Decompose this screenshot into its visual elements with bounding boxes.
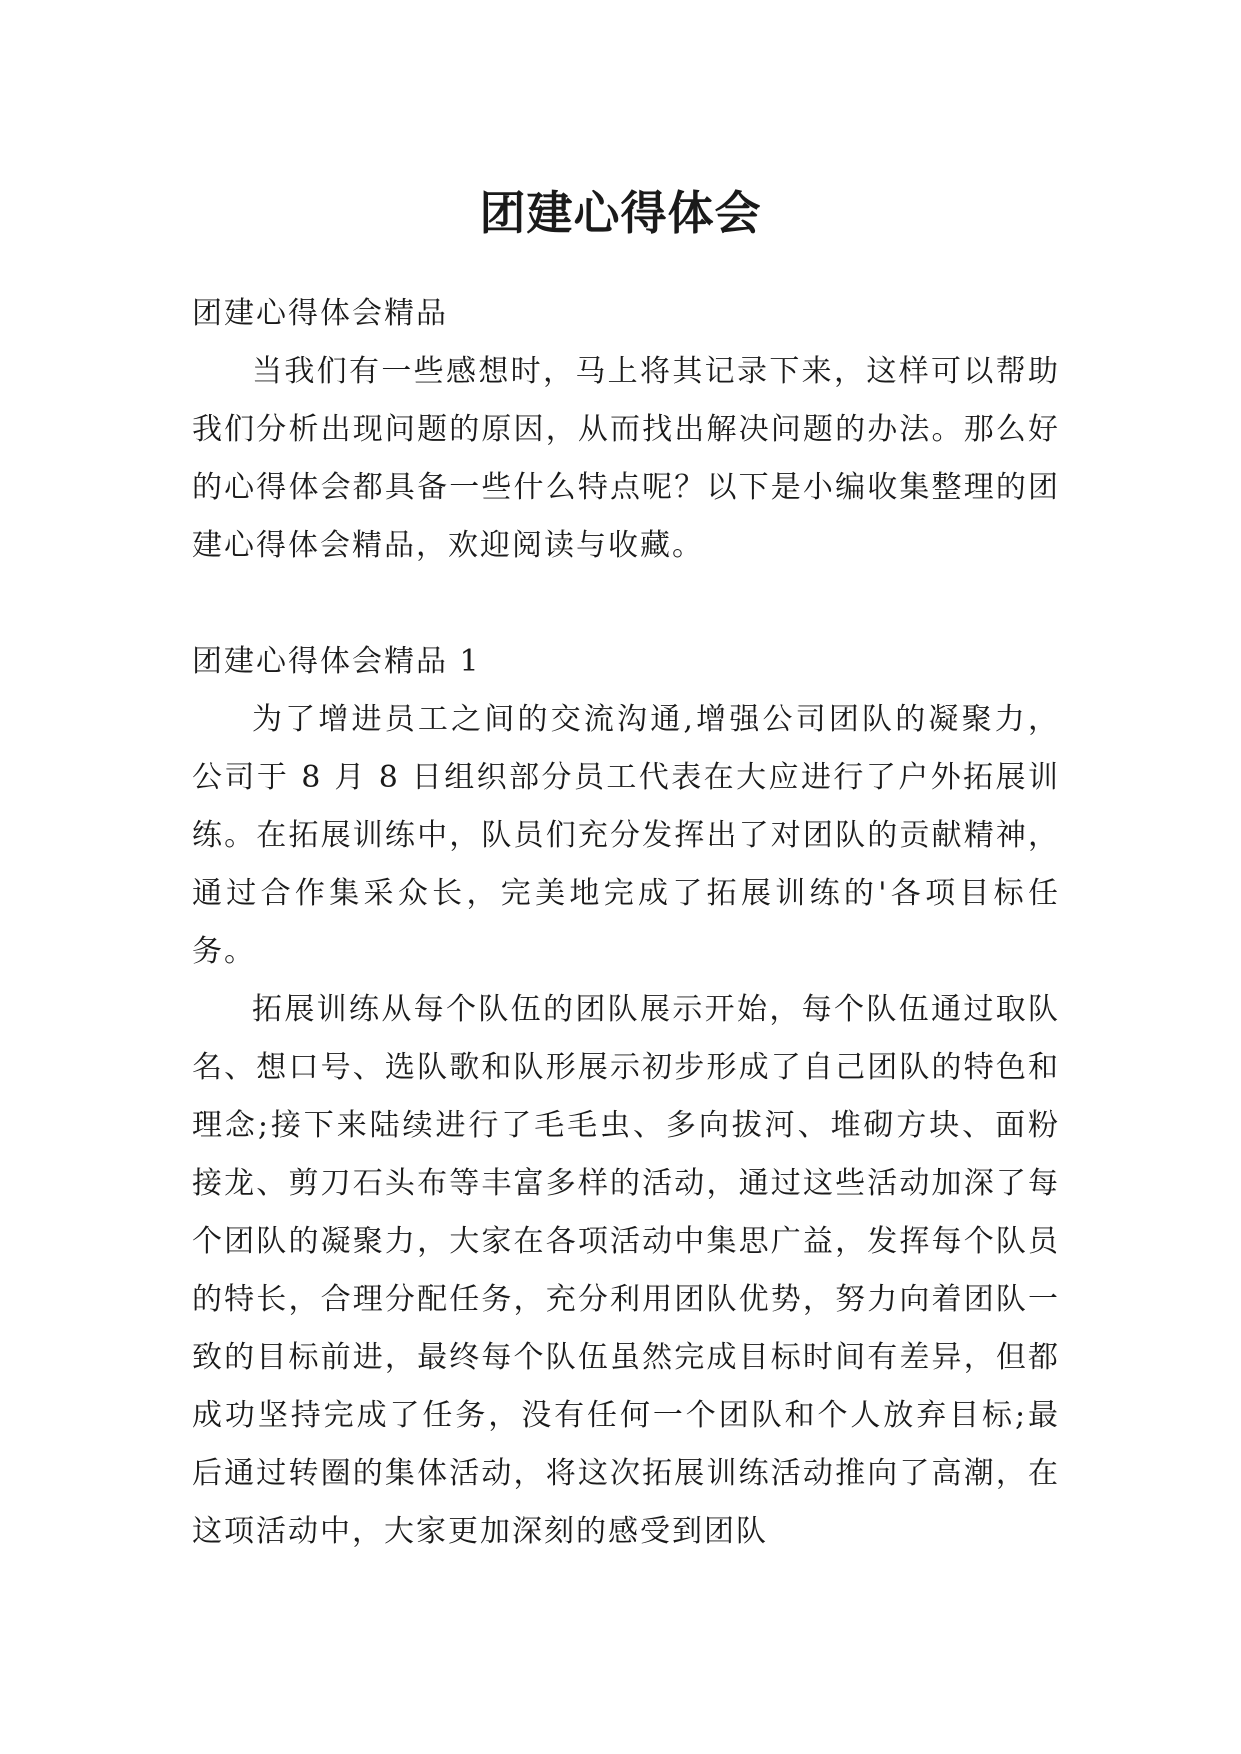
section-1-paragraph-1: 为了增进员工之间的交流沟通,增强公司团队的凝聚力，公司于 8 月 8 日组织部分员工代表在大应进行了户外拓展训练。在拓展训练中，队员们充分发挥出了对团队的贡献精神，通过合作集采众长，完美地完成了拓展训练的'各项目标任务。 xyxy=(192,702,1060,969)
section-heading-intro: 团建心得体会精品 xyxy=(192,296,448,331)
section-1-paragraph-2: 拓展训练从每个队伍的团队展示开始，每个队伍通过取队名、想口号、选队歌和队形展示初步形成了自己团队的特色和理念;接下来陆续进行了毛毛虫、多向拔河、堆砌方块、面粉接龙、剪刀石头布等丰富多样的活动，通过这些活动加深了每个团队的凝聚力，大家在各项活动中集思广益，发挥每个队员的特长，合理分配任务，充分利用团队优势，努力向着团队一致的目标前进，最终每个队伍虽然完成目标时间有差异，但都成功坚持完成了任务，没有任何一个团队和个人放弃目标;最后通过转圈的集体活动，将这次拓展训练活动推向了高潮，在这项活动中，大家更加深刻的感受到团队 xyxy=(192,992,1060,1549)
intro-paragraph: 当我们有一些感想时，马上将其记录下来，这样可以帮助我们分析出现问题的原因，从而找出解决问题的办法。那么好的心得体会都具备一些什么特点呢？以下是小编收集整理的团建心得体会精品，欢迎阅读与收藏。 xyxy=(192,354,1060,563)
document-title: 团建心得体会 xyxy=(479,185,762,240)
document-body xyxy=(192,285,1060,1561)
section-spacer xyxy=(192,575,1060,633)
section-heading-1: 团建心得体会精品 1 xyxy=(192,644,481,679)
